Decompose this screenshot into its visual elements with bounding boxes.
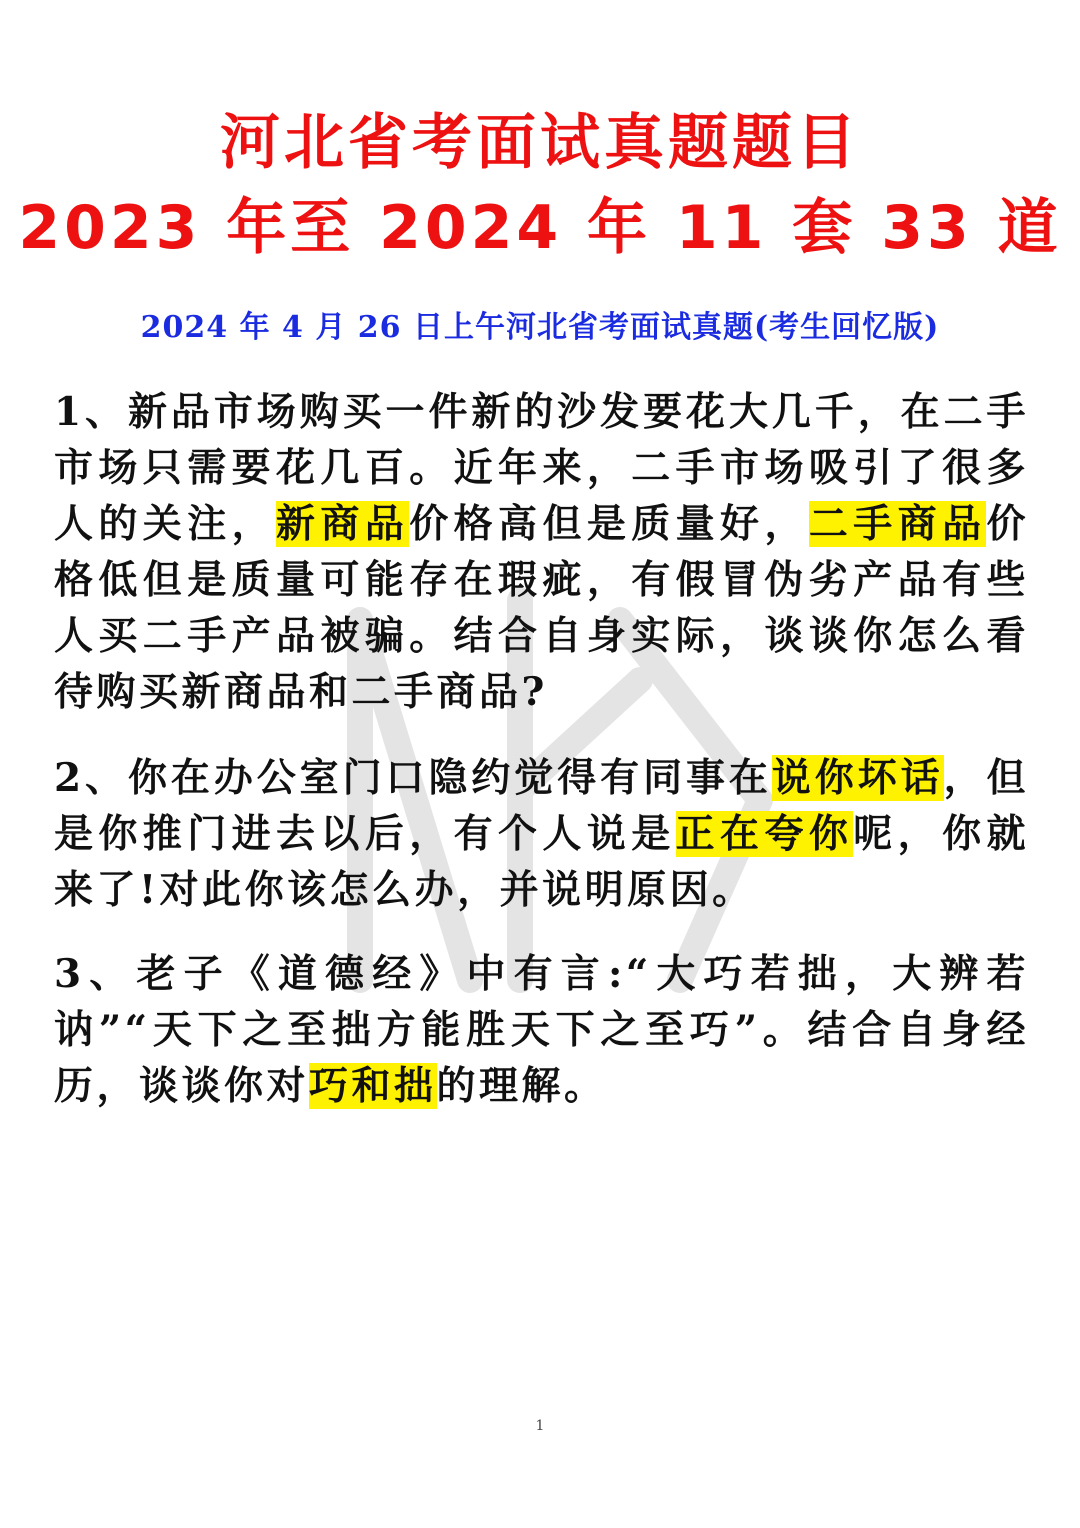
question-text: 1、新品市场购买一件新的沙发要花大几千，在二手市场只需要花几百。近年来，二手市场吸引了很多人的关注， [54,389,1029,547]
question-text: ，但是你推门进去以后，有个人说是 [54,755,1029,857]
question-text: 价格低但是质量可能存在瑕疵，有假冒伪劣产品有些人买二手产品被骗。结合自身实际，谈谈你怎么看待购买新商品和二手商品? [54,501,1029,715]
question-1 [54,384,1029,720]
page-title-line-1: 河北省考面试真题题目 [220,108,860,178]
highlighted-phrase: 正在夸你 [675,811,854,857]
section-subtitle: 2024 年 4 月 26 日上午河北省考面试真题(考生回忆版) [140,310,940,345]
question-text: 价格高但是质量好， [409,501,809,547]
question-text: 3、老子《道德经》中有言:“大巧若拙，大辨若讷”“天下之至拙方能胜天下之至巧”。结合自身经历，谈谈你对 [54,951,1029,1109]
highlighted-phrase: 说你坏话 [771,755,944,801]
page-title-line-2: 2023 年至 2024 年 11 套 33 道 [18,193,1062,263]
highlighted-phrase: 巧和拙 [309,1063,437,1109]
question-text: 呢，你就来了!对此你该怎么办，并说明原因。 [54,811,1029,913]
highlighted-phrase: 新商品 [276,501,410,547]
question-2 [54,750,1029,918]
highlighted-phrase: 二手商品 [808,501,987,547]
question-text: 的理解。 [436,1063,607,1109]
page-number: 1 [535,1418,545,1434]
question-3 [54,946,1029,1114]
question-text: 2、你在办公室门口隐约觉得有同事在 [54,755,772,801]
